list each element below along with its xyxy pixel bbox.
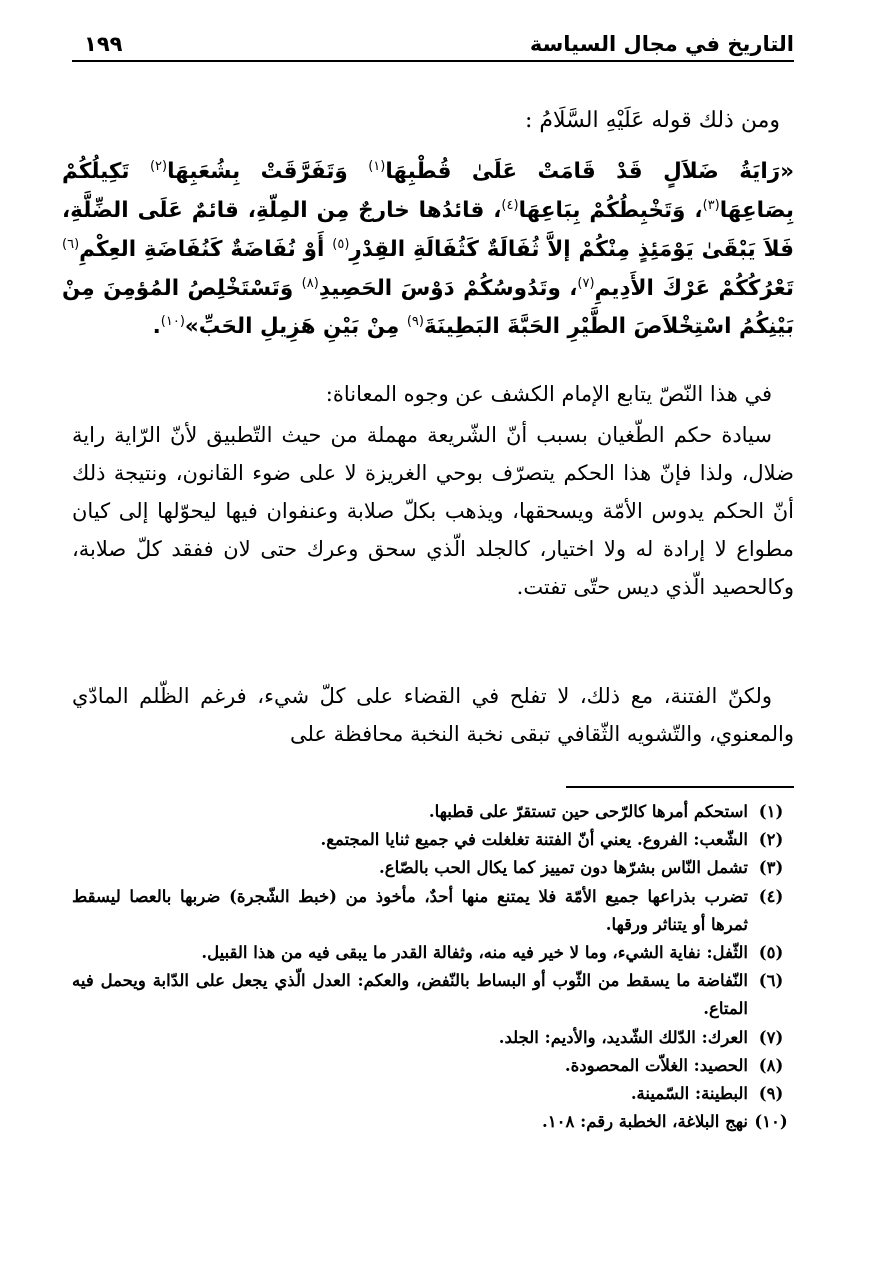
footnote-ref: (١) [368, 159, 386, 174]
footnotes [72, 798, 794, 1136]
footnote-ref: (٨) [301, 275, 319, 291]
quote-segment: «رَايَةُ ضَلاَلٍ قَدْ قَامَتْ عَلَىٰ قُطْبِهَا [385, 159, 794, 185]
footnote-number: (٤) [758, 886, 784, 906]
footnote-ref: (٧) [577, 275, 595, 291]
quote-segment: ، قائدُها خارجٌ مِن المِلّةِ، قائمٌ عَلَى الضِّلَّةِ، فَلاَ يَبْقَىٰ يَوْمَئِذٍ مِنْكُمْ إلاَّ ثُفَالَةٌ كَثُفَالَةِ القِدْرِ [62, 198, 794, 262]
quote-segment: تَعْرُكُكُمْ عَرْكَ الأَدِيمِ [594, 275, 795, 301]
footnote-text: تشمل النّاس بشرّها دون تمييز كما يكال الحب بالصّاع. [378, 858, 748, 878]
footnote-text: الحصيد: الغلاّت المحصودة. [564, 1055, 748, 1075]
footnote-text: الثّفل: نفاية الشيء، وما لا خير فيه منه، وثفالة القدر ما يبقى فيه من هذا القبيل. [201, 943, 748, 963]
footnote-number: (٧) [758, 1027, 784, 1047]
paragraph-elite: ولكنّ الفتنة، مع ذلك، لا تفلح في القضاء على كلّ شيء، فرغم الظّلم المادّي والمعنوي، والتّشويه الثّقافي تبقى نخبة النخبة محافظة على [72, 684, 794, 746]
quote-segment: مِنْ بَيْنِ هَزِيلِ الحَبِّ» [184, 314, 407, 340]
running-title: التاريخ في مجال السياسة [529, 32, 794, 56]
footnote-text: الشّعب: الفروع. يعني أنّ الفتنة تغلغلت في جميع ثنايا المجتمع. [320, 830, 748, 850]
footnote [72, 1108, 794, 1136]
paragraph-intro: في هذا النّصّ يتابع الإمام الكشف عن وجوه المعاناة: [325, 382, 772, 406]
footnote-number: (٦) [758, 971, 784, 991]
quote-segment: وَتَفَرَّقَتْ بِشُعَبِهَا [167, 159, 369, 185]
footnote-text: تضرب بذراعها جميع الأمّة فلا يمتنع منها أحدٌ، مأخوذ من (خبط الشّجرة) ضربها بالعصا ليسقط ثمرها أو يتناثر ورقها. [72, 886, 748, 934]
footnote-text: نهج البلاغة، الخطبة رقم: ١٠٨. [542, 1112, 748, 1132]
footnote-number: (١) [758, 802, 784, 821]
quote-segment: تَكِيلُكُمْ بِصَاعِهَا [62, 159, 794, 224]
footnote [72, 1052, 794, 1080]
footnote [72, 1080, 794, 1108]
footnote-text: البطينة: السّمينة. [630, 1084, 748, 1104]
footnote-number: (١٠) [754, 1112, 788, 1132]
footnote-text: النّفاضة ما يسقط من الثّوب أو البساط بالنّفض، والعكم: العدل الّذي يجعل على الدّابة ويحمل فيه المتاع. [72, 971, 748, 1019]
footnote [72, 826, 794, 854]
footnote [72, 883, 794, 939]
footnote-text: العرك: الدّلك الشّديد، والأديم: الجلد. [498, 1027, 748, 1047]
footnote-ref: (٤) [501, 197, 519, 213]
quote-segment: ، وتَدُوسُكُمْ دَوْسَ الحَصِيدِ [318, 275, 578, 301]
footnote-ref: (٣) [702, 197, 720, 213]
footnote-ref: (١٠) [160, 314, 185, 330]
footnote-number: (٨) [758, 1055, 784, 1075]
footnote-ref: (٥) [332, 236, 350, 252]
footnote-text: استحكم أمرها كالرّحى حين تستقرّ على قطبها. [428, 802, 748, 821]
footnote-ref: (٦) [62, 236, 80, 252]
footnote-number: (٥) [758, 943, 784, 963]
footnote [72, 1024, 794, 1052]
quote-segment: أَوْ نُفَاضَةٌ كَنُفَاضَةِ العِكْمِ [79, 236, 333, 262]
header-rule [72, 60, 794, 62]
intro-line: ومن ذلك قوله عَلَيْهِ السَّلَامُ : [525, 108, 780, 133]
footnote-number: (٩) [758, 1084, 784, 1104]
footnote-separator [566, 786, 794, 788]
page-number: ١٩٩ [84, 32, 123, 56]
quote-segment: وَتَسْتَخْلِصُ المُؤمِنَ مِنْ بَيْنِكُمُ اسْتِخْلاَصَ الطَّيْرِ الحَبَّةَ البَطِينَةَ [62, 275, 794, 340]
footnote-number: (٣) [758, 858, 784, 878]
footnote [72, 798, 794, 826]
quote-segment: ، وَتَخْبِطُكُمْ بِبَاعِهَا [518, 198, 703, 224]
footnote-ref: (٩) [406, 314, 424, 330]
footnote [72, 939, 794, 967]
footnote-ref: (٢) [149, 159, 168, 174]
footnote [72, 967, 794, 1023]
page-header [72, 30, 794, 62]
quoted-sermon [62, 150, 794, 344]
footnote-number: (٢) [758, 830, 784, 850]
paragraph-tyranny: سيادة حكم الطّغيان بسبب أنّ الشّريعة مهملة من حيث التّطبيق لأنّ الرّاية راية ضلال، ولذا فإنّ هذا الحكم يتصرّف بوحي الغريزة لا على ضوء القانون، ونتيجة ذلك أنّ الحكم يدوس الأمّة ويسحقها، ويذهب بكلّ صلابة وعنفوان فيها ليحوّلها إلى كيان مطواع لا إرادة له ولا اختيار، كالجلد الّذي سحق وعرك حتى لان ففقد كلّ صلابة، وكالحصيد الّذي ديس حتّى تفتت. [72, 423, 794, 599]
footnote [72, 854, 794, 882]
quote-segment: . [152, 314, 161, 340]
